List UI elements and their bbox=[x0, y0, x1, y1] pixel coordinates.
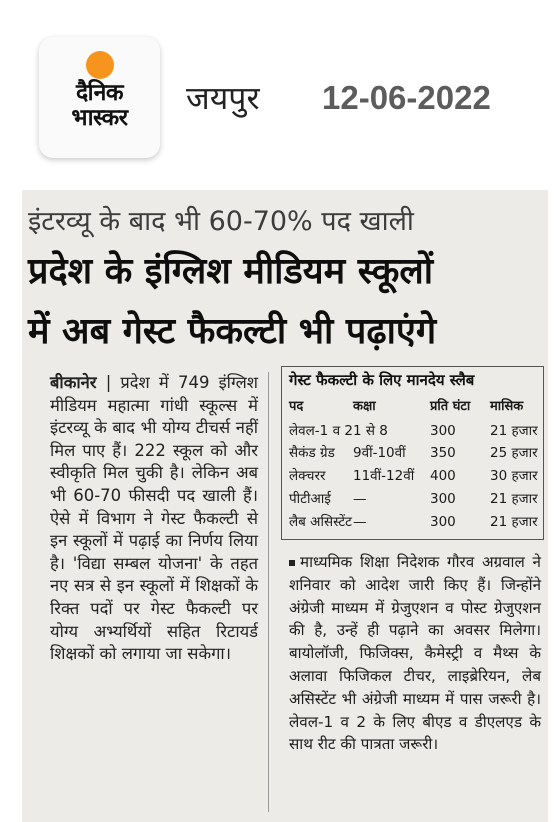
sun-icon bbox=[86, 51, 114, 79]
table-cell: 350 bbox=[430, 445, 456, 461]
table-row bbox=[289, 488, 541, 510]
table-cell: 400 bbox=[430, 468, 456, 484]
table-cell: 30 हजार bbox=[490, 468, 538, 484]
table-cell: 21 हजार bbox=[490, 491, 538, 507]
table-cell: 1 से 8 bbox=[353, 423, 388, 439]
table-cell: लेवल-1 व 2 bbox=[289, 423, 353, 439]
publish-date: 12-06-2022 bbox=[322, 79, 491, 116]
table-row bbox=[289, 442, 541, 464]
table-cell: 300 bbox=[430, 514, 456, 530]
column-divider bbox=[268, 372, 269, 812]
table-header: मासिक bbox=[490, 399, 524, 414]
table-header: प्रति घंटा bbox=[430, 399, 471, 414]
table-cell: 11वीं-12वीं bbox=[353, 468, 415, 484]
table-title: गेस्ट फैकल्टी के लिए मानदेय स्लैब bbox=[289, 371, 475, 389]
bullet-icon bbox=[289, 560, 295, 566]
table-cell: लैब असिस्टेंट bbox=[289, 514, 352, 530]
table-cell: 21 हजार bbox=[490, 514, 538, 530]
logo-text-line1: दैनिक bbox=[75, 80, 124, 106]
kicker-headline: इंटरव्यू के बाद भी 60-70% पद खाली bbox=[28, 206, 414, 237]
table-cell: 9वीं-10वीं bbox=[353, 445, 406, 461]
table-cell: 300 bbox=[430, 491, 456, 507]
table-cell: सैकंड ग्रेड bbox=[289, 445, 335, 461]
table-cell: — bbox=[353, 491, 367, 507]
table-row bbox=[289, 511, 541, 533]
table-header: पद bbox=[289, 399, 304, 414]
table-header: कक्षा bbox=[353, 399, 376, 414]
headline-line-1: प्रदेश के इंग्लिश मीडियम स्कूलों bbox=[28, 251, 434, 292]
left-body-text: | प्रदेश में 749 इंग्लिश मीडियम महात्मा गांधी स्कूल्स में इंटरव्यू के बाद भी योग्य टीचर्स नहीं मिल पाए हैं। 222 स्कूल को और स्वीकृति मिल चुकी है। लेकिन अब भी 60-70 फीसदी पद खाली हैं। ऐसे में विभाग ने गेस्ट फैकल्टी से इन स्कूलों में पढ़ाई का निर्णय लिया है। 'विद्या सम्बल योजना' के तहत नए सत्र से इन स्कूलों में शिक्षकों के रिक्त पदों पर गेस्ट फैकल्टी पर योग्य अभ्यर्थियों सहित रिटायर्ड शिक्षकों को लगाया जा सकेगा। bbox=[50, 373, 259, 664]
table-cell: 300 bbox=[430, 423, 456, 439]
table-header-row bbox=[289, 396, 541, 418]
right-column-body bbox=[289, 551, 541, 756]
headline-line-2: में अब गेस्ट फैकल्टी भी पढ़ाएंगे bbox=[28, 311, 437, 352]
dainik-bhaskar-logo bbox=[39, 37, 160, 158]
table-cell: 25 हजार bbox=[490, 445, 538, 461]
right-body-text: माध्यमिक शिक्षा निदेशक गौरव अग्रवाल ने शनिवार को आदेश जारी किए हैं। जिन्होंने अंग्रेजी माध्यम में ग्रेजुएशन व पोस्ट ग्रेजुएशन की है, उन्हें ही पढ़ाने का अवसर मिलेगा। बायोलॉजी, फिजिक्स, कैमेस्ट्री व मैथ्स के अलावा फिजिकल टीचर, लाइब्रेरियन, लेब असिस्टेंट भी अंग्रेजी माध्यम में पास जरूरी है। लेवल-1 व 2 के लिए बीएड व डीएलएड के साथ रीट की पात्रता जरूरी। bbox=[289, 553, 541, 754]
table-row bbox=[289, 420, 541, 442]
table-cell: लेक्चरर bbox=[289, 468, 326, 484]
table-cell: — bbox=[353, 514, 367, 530]
table-cell: पीटीआई bbox=[289, 491, 331, 507]
dateline: बीकानेर bbox=[50, 373, 97, 392]
logo-text-line2: भास्कर bbox=[71, 105, 128, 131]
left-column-body bbox=[50, 372, 258, 666]
city-name: जयपुर bbox=[186, 79, 260, 117]
table-row bbox=[289, 465, 541, 487]
table-cell: 21 हजार bbox=[490, 423, 538, 439]
